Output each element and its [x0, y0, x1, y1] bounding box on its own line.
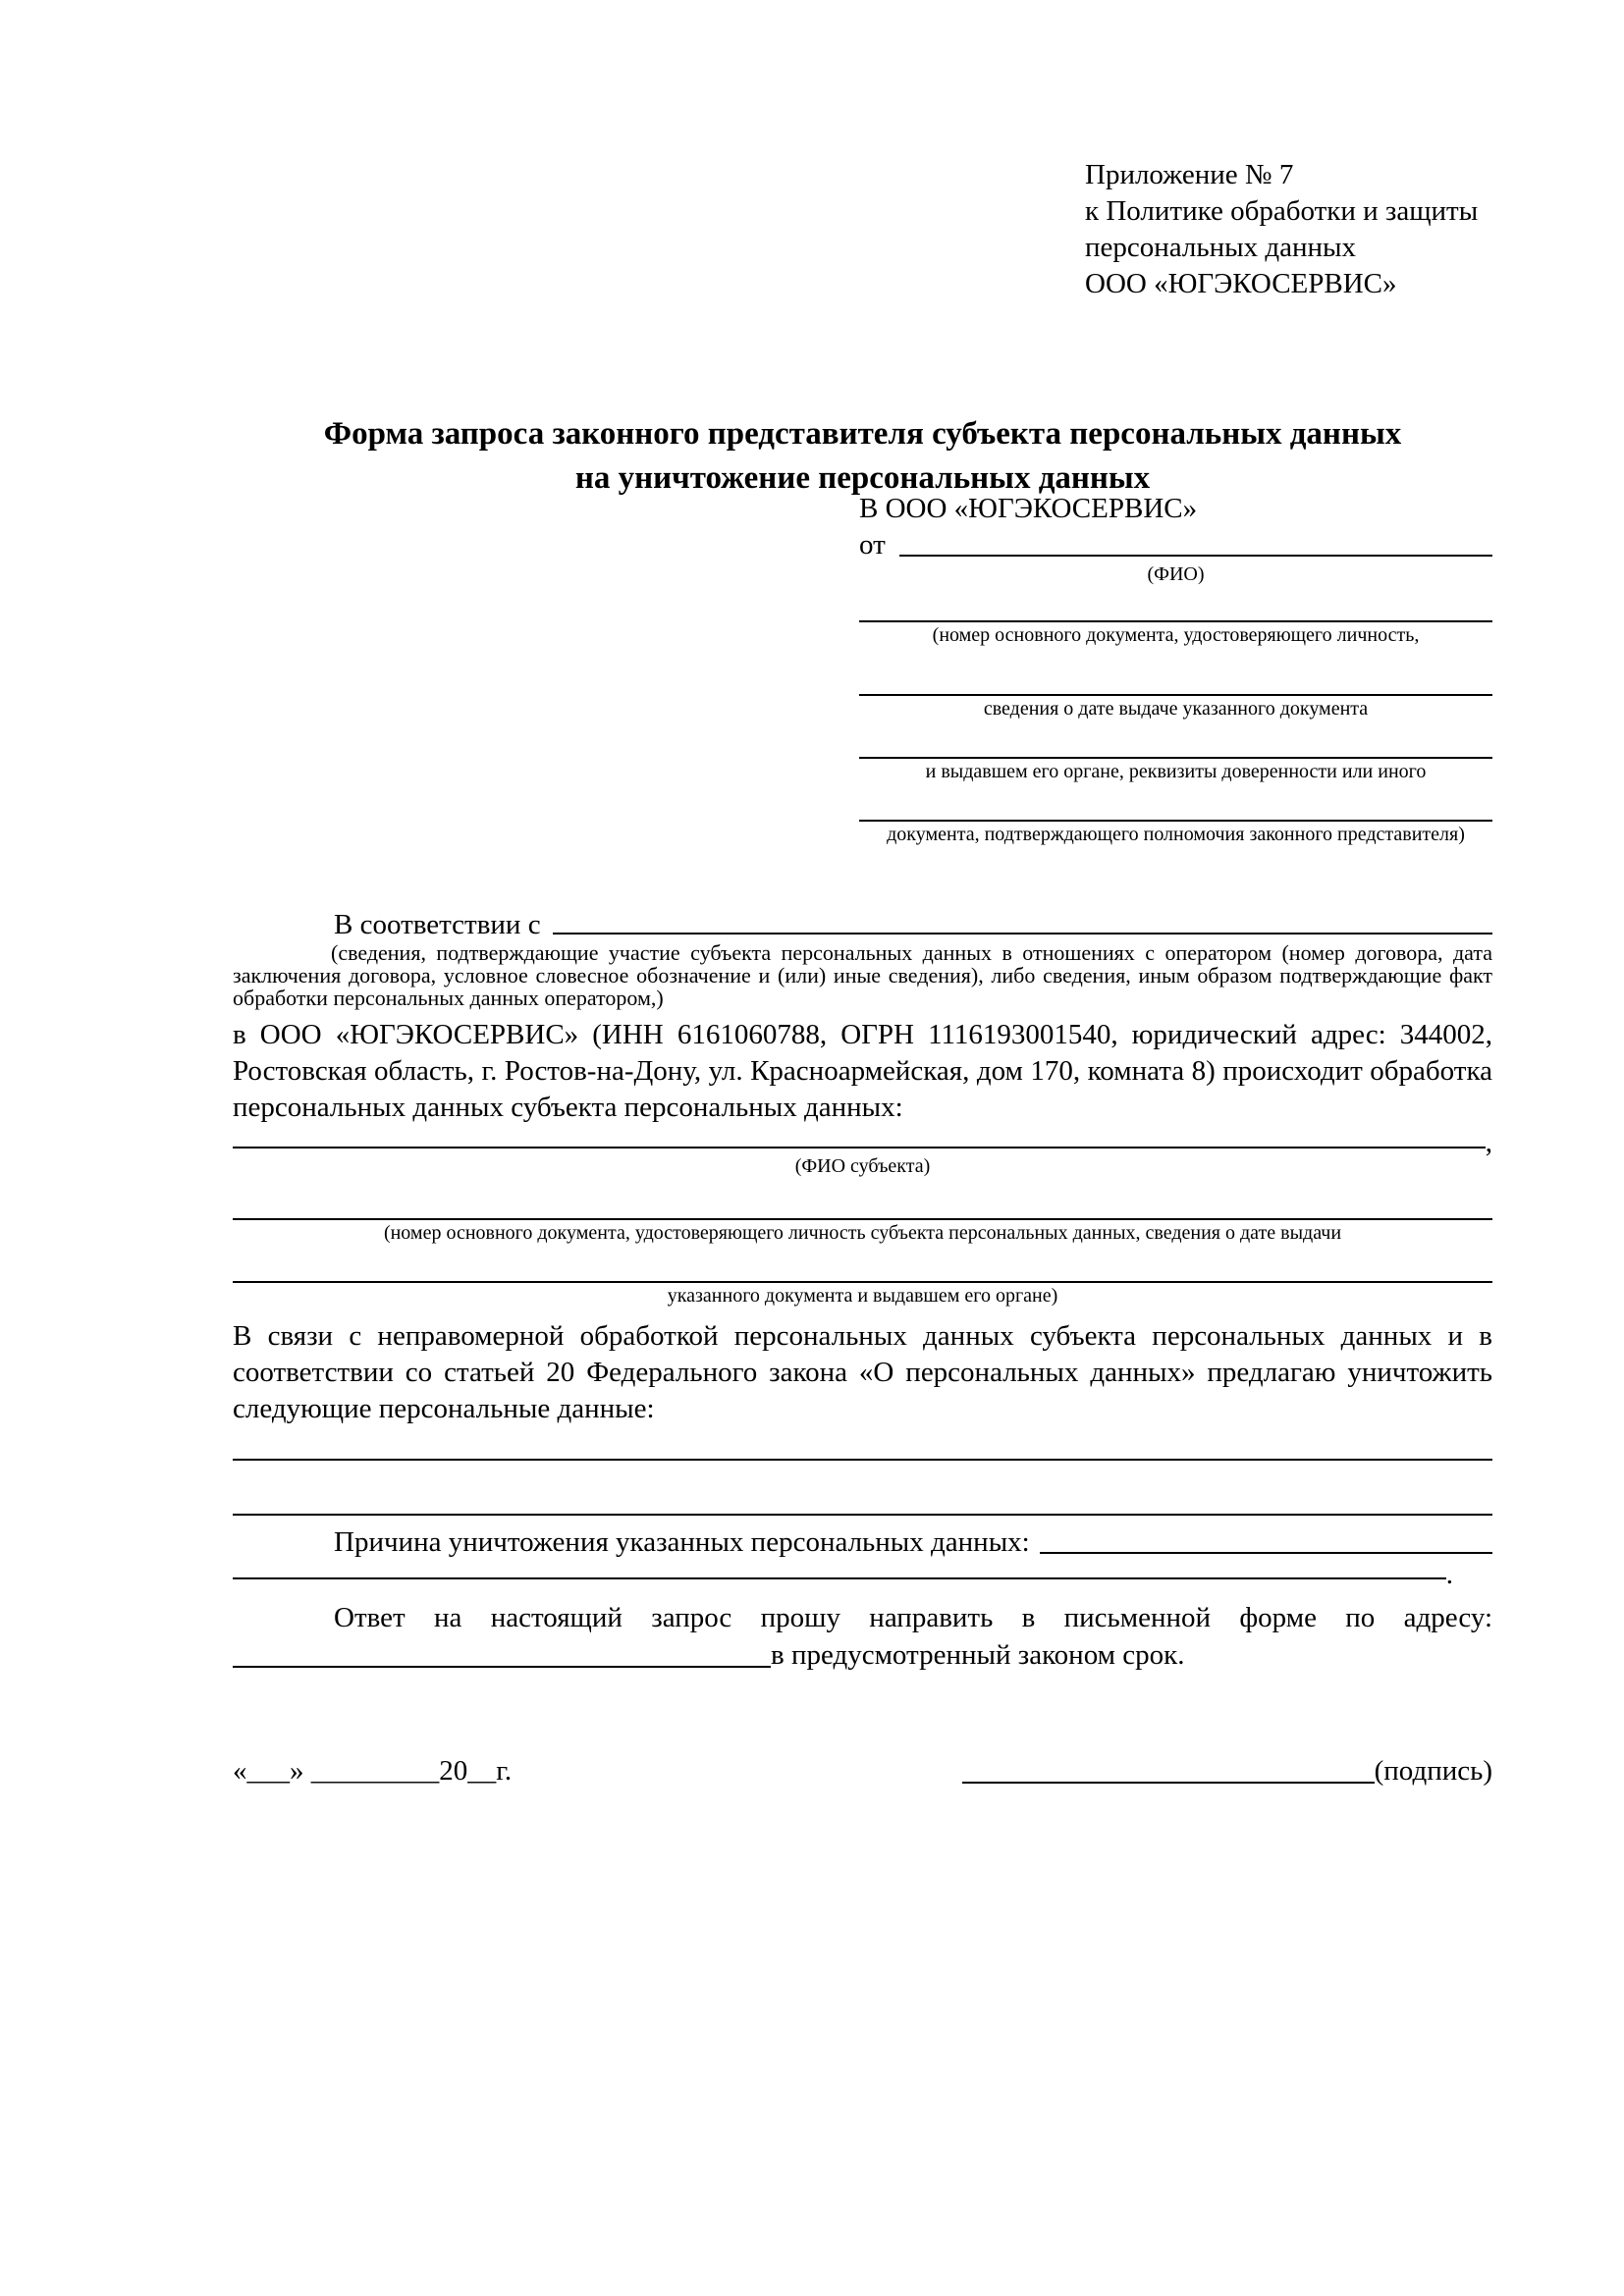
doc-number-caption: (номер основного документа, удостоверяющего личность,	[932, 624, 1420, 646]
reply-line-1: Ответ на настоящий запрос прошу направить в письменной форме по адресу:	[334, 1602, 1492, 1633]
data-to-destroy-blank-line-2	[233, 1461, 1492, 1516]
date-blank: «___» _________20__г.	[233, 1755, 513, 1787]
request-paragraph: В связи с неправомерной обработкой персональных данных субъекта персональных данных и в соответствии со статьей 20 Федерального закона «О персональных данных» предлагаю уничтожить следующие персональные данные:	[233, 1320, 1492, 1424]
signature-blank-line	[962, 1782, 1375, 1784]
fio-blank-line	[899, 555, 1492, 557]
reply-tail: в предусмотренный законом срок.	[771, 1639, 1185, 1671]
operator-paragraph: в ООО «ЮГЭКОСЕРВИС» (ИНН 6161060788, ОГРН 1116193001540, юридический адрес: 344002, Ростовская область, г. Ростов-на-Дону, ул. Красноармейская, дом 170, комната 8) происходит обработка персональных данных субъекта персональных данных:	[233, 1019, 1492, 1123]
reason-row-2	[233, 1559, 1492, 1590]
fio-caption: (ФИО)	[1147, 563, 1205, 585]
document-title-line1: Форма запроса законного представителя субъекта персональных данных	[323, 416, 1402, 452]
from-label: от	[859, 529, 886, 561]
doc-number-blank-line	[859, 587, 1492, 622]
document-title-line2: на уничтожение персональных данных	[574, 460, 1151, 496]
footer-row	[233, 1751, 1492, 1789]
accordance-note: (сведения, подтверждающие участие субъекта персональных данных в отношениях с оператором (номер договора, дата заключения договора, условное словесное обозначение и (или) иные сведения), либо сведения, иным образом подтверждающие факт обработки персональных данных оператором,)	[233, 940, 1492, 1010]
reason-label: Причина уничтожения указанных персональных данных:	[334, 1526, 1030, 1558]
appendix-company: ООО «ЮГЭКОСЕРВИС»	[1085, 268, 1397, 299]
subject-fio-blank-line	[233, 1147, 1486, 1148]
subject-doc-blank-line-2	[233, 1246, 1492, 1283]
accordance-lead: В соответствии с	[334, 909, 541, 940]
doc-authority-caption: и выдавшем его органе, реквизиты доверенности или иного	[925, 761, 1427, 782]
data-to-destroy-blank-line-1	[233, 1427, 1492, 1461]
addressee-block	[859, 491, 1492, 847]
accordance-blank-line	[553, 933, 1492, 934]
accordance-row	[233, 908, 1492, 939]
reason-period: .	[1445, 1559, 1453, 1590]
addressee-company: В ООО «ЮГЭКОСЕРВИС»	[859, 493, 1198, 524]
signature-group	[962, 1753, 1492, 1789]
appendix-policy-line2: персональных данных	[1085, 232, 1357, 263]
appendix-header	[1085, 0, 1492, 302]
subject-doc-blank-line	[233, 1179, 1492, 1220]
reason-blank-line	[1040, 1552, 1492, 1554]
doc-power-caption: документа, подтверждающего полномочия законного представителя)	[887, 824, 1465, 845]
subject-fio-caption: (ФИО субъекта)	[794, 1155, 931, 1177]
reason-row	[233, 1523, 1492, 1559]
reply-row-2	[233, 1636, 1492, 1673]
appendix-number: Приложение № 7	[1085, 159, 1294, 190]
doc-authority-blank-line	[859, 721, 1492, 759]
from-row	[859, 526, 1492, 561]
signature-caption: (подпись)	[1374, 1755, 1492, 1787]
reason-blank-line-2	[233, 1577, 1446, 1579]
appendix-policy-line: к Политике обработки и защиты	[1085, 195, 1479, 227]
subject-fio-comma: ,	[1485, 1127, 1492, 1158]
subject-fio-row	[233, 1127, 1492, 1158]
doc-power-blank-line	[859, 784, 1492, 822]
doc-issue-date-blank-line	[859, 648, 1492, 696]
reply-address-blank-line	[233, 1666, 771, 1668]
document-title	[233, 412, 1492, 501]
doc-issue-date-caption: сведения о дате выдаче указанного документа	[983, 698, 1369, 720]
subject-doc-caption-2: указанного документа и выдавшем его органе)	[667, 1285, 1058, 1307]
subject-doc-caption-1: (номер основного документа, удостоверяющего личность субъекта персональных данных, сведения о дате выдачи	[383, 1222, 1342, 1244]
